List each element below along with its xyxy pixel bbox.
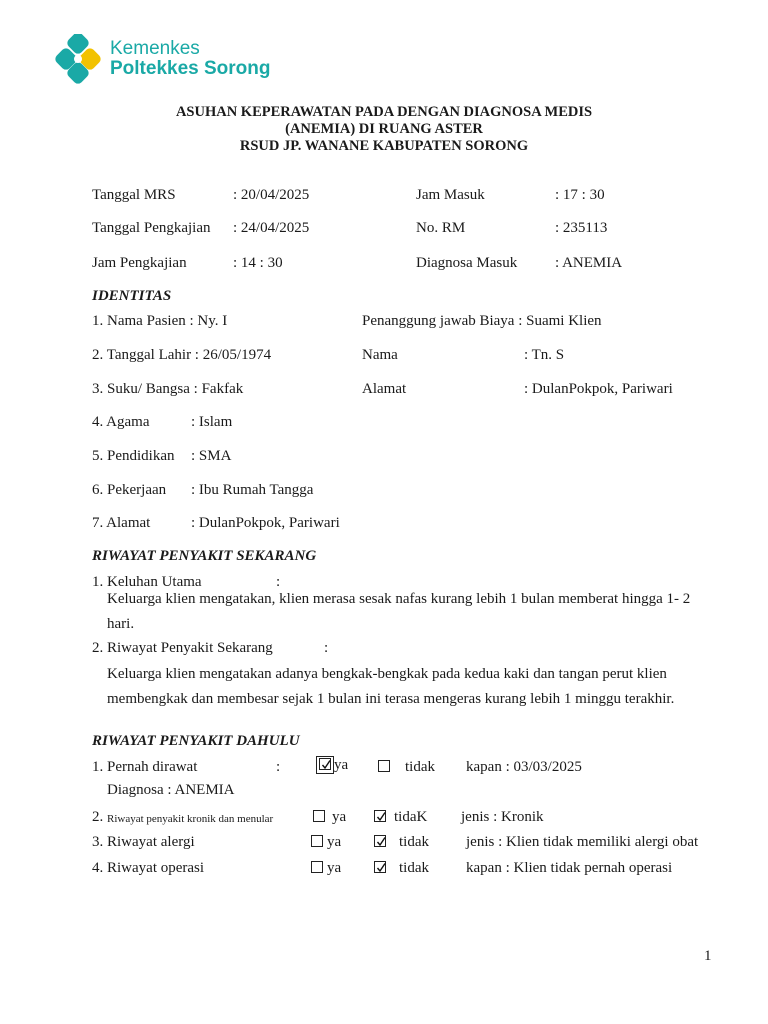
no-rm-label: No. RM bbox=[416, 220, 466, 236]
keluhan-utama-text-line2: hari. bbox=[107, 616, 135, 632]
pernah-dirawat-kapan: kapan : 03/03/2025 bbox=[466, 759, 582, 775]
tanggal-pengkajian-label: Tanggal Pengkajian bbox=[92, 220, 211, 236]
nama-pj-value: : Tn. S bbox=[524, 347, 565, 363]
identitas-heading: IDENTITAS bbox=[92, 288, 172, 304]
kemenkes-clover-logo-icon bbox=[55, 34, 105, 86]
pernah-dirawat-tidak-option[interactable] bbox=[378, 758, 390, 776]
document-title-line2: (ANEMIA) DI RUANG ASTER bbox=[285, 121, 483, 137]
checked-checkbox-icon[interactable] bbox=[319, 758, 331, 770]
alamat-pj-label: Alamat bbox=[362, 381, 407, 397]
agama-value: : Islam bbox=[191, 414, 233, 430]
kronik-ya-label: ya bbox=[332, 809, 347, 825]
pernah-dirawat-tidak-label: tidak bbox=[405, 759, 435, 775]
checked-checkbox-icon[interactable] bbox=[374, 861, 386, 873]
operasi-ya-option[interactable] bbox=[311, 859, 323, 877]
brand-name: Kemenkes bbox=[110, 38, 200, 59]
unchecked-checkbox-icon[interactable] bbox=[313, 810, 325, 822]
tanggal-pengkajian-value: : 24/04/2025 bbox=[233, 220, 310, 236]
jam-pengkajian-value: : 14 : 30 bbox=[233, 255, 283, 271]
kronik-jenis: jenis : Kronik bbox=[461, 809, 544, 825]
keluhan-utama-text-line1: Keluarga klien mengatakan, klien merasa sesak nafas kurang lebih 1 bulan memberat hingga 1- 2 bbox=[107, 591, 691, 607]
alergi-ya-label: ya bbox=[327, 834, 342, 850]
operasi-ya-label: ya bbox=[327, 860, 342, 876]
nama-pj-label: Nama bbox=[362, 347, 398, 363]
kronik-label: Riwayat penyakit kronik dan menular bbox=[107, 813, 274, 825]
alamat-pj-value: : DulanPokpok, Pariwari bbox=[524, 381, 673, 397]
pendidikan-label: 5. Pendidikan bbox=[92, 448, 175, 464]
riwayat-sekarang-heading: RIWAYAT PENYAKIT SEKARANG bbox=[92, 548, 317, 564]
alamat-value: : DulanPokpok, Pariwari bbox=[191, 515, 340, 531]
kronik-tidak-label: tidaK bbox=[394, 809, 428, 825]
document-title-line1: ASUHAN KEPERAWATAN PADA DENGAN DIAGNOSA MEDIS bbox=[175, 104, 593, 120]
kronik-tidak-option[interactable] bbox=[374, 808, 386, 826]
diagnosa-masuk-label: Diagnosa Masuk bbox=[416, 255, 518, 271]
operasi-kapan: kapan : Klien tidak pernah operasi bbox=[466, 860, 673, 876]
unchecked-checkbox-icon[interactable] bbox=[378, 760, 390, 772]
pendidikan-value: : SMA bbox=[191, 448, 232, 464]
unchecked-checkbox-icon[interactable] bbox=[311, 835, 323, 847]
checked-checkbox-icon[interactable] bbox=[374, 810, 386, 822]
pernah-dirawat-ya-checkbox-frame[interactable] bbox=[316, 756, 334, 774]
riwayat-sekarang-colon: : bbox=[324, 640, 329, 656]
operasi-tidak-option[interactable] bbox=[374, 859, 386, 877]
alergi-ya-option[interactable] bbox=[311, 833, 323, 851]
operasi-tidak-label: tidak bbox=[399, 860, 429, 876]
pernah-dirawat-label: 1. Pernah dirawat bbox=[92, 759, 198, 775]
diagnosa-masuk-value: : ANEMIA bbox=[555, 255, 623, 271]
suku-bangsa: 3. Suku/ Bangsa : Fakfak bbox=[92, 381, 244, 397]
kronik-ya-option[interactable] bbox=[313, 808, 325, 826]
alamat-label: 7. Alamat bbox=[92, 515, 151, 531]
alergi-tidak-label: tidak bbox=[399, 834, 429, 850]
alergi-jenis: jenis : Klien tidak memiliki alergi obat bbox=[466, 834, 699, 850]
pernah-dirawat-colon: : bbox=[276, 759, 281, 775]
riwayat-sekarang-text-line1: Keluarga klien mengatakan adanya bengkak-bengkak pada kedua kaki dan tangan perut klien bbox=[107, 666, 667, 682]
checked-checkbox-icon[interactable] bbox=[374, 835, 386, 847]
kronik-number: 2. bbox=[92, 809, 104, 825]
pernah-dirawat-ya-label: ya bbox=[334, 757, 349, 773]
agama-label: 4. Agama bbox=[92, 414, 150, 430]
riwayat-sekarang-label: 2. Riwayat Penyakit Sekarang bbox=[92, 640, 273, 656]
page-number: 1 bbox=[704, 948, 712, 964]
diagnosa-dahulu: Diagnosa : ANEMIA bbox=[107, 782, 235, 798]
brand-institution: Poltekkes Sorong bbox=[110, 58, 271, 79]
riwayat-dahulu-heading: RIWAYAT PENYAKIT DAHULU bbox=[92, 733, 300, 749]
tanggal-mrs-value: : 20/04/2025 bbox=[233, 187, 310, 203]
alergi-tidak-option[interactable] bbox=[374, 833, 386, 851]
jam-masuk-label: Jam Masuk bbox=[416, 187, 485, 203]
pekerjaan-value: : Ibu Rumah Tangga bbox=[191, 482, 314, 498]
tanggal-lahir: 2. Tanggal Lahir : 26/05/1974 bbox=[92, 347, 272, 363]
nama-pasien: 1. Nama Pasien : Ny. I bbox=[92, 313, 228, 329]
jam-masuk-value: : 17 : 30 bbox=[555, 187, 605, 203]
pernah-dirawat-ya-option[interactable] bbox=[316, 756, 348, 774]
document-title-line3: RSUD JP. WANANE KABUPATEN SORONG bbox=[239, 138, 529, 154]
no-rm-value: : 235113 bbox=[555, 220, 608, 236]
pekerjaan-label: 6. Pekerjaan bbox=[92, 482, 167, 498]
keluhan-utama-colon: : bbox=[276, 574, 281, 590]
operasi-label: 4. Riwayat operasi bbox=[92, 860, 205, 876]
riwayat-sekarang-text-line2: membengkak dan membesar sejak 1 bulan ini terasa mengeras kurang lebih 1 minggu terakhir. bbox=[107, 691, 675, 707]
penanggung-jawab: Penanggung jawab Biaya : Suami Klien bbox=[362, 313, 602, 329]
alergi-label: 3. Riwayat alergi bbox=[92, 834, 195, 850]
jam-pengkajian-label: Jam Pengkajian bbox=[92, 255, 187, 271]
keluhan-utama-label: 1. Keluhan Utama bbox=[92, 574, 202, 590]
tanggal-mrs-label: Tanggal MRS bbox=[92, 187, 176, 203]
unchecked-checkbox-icon[interactable] bbox=[311, 861, 323, 873]
